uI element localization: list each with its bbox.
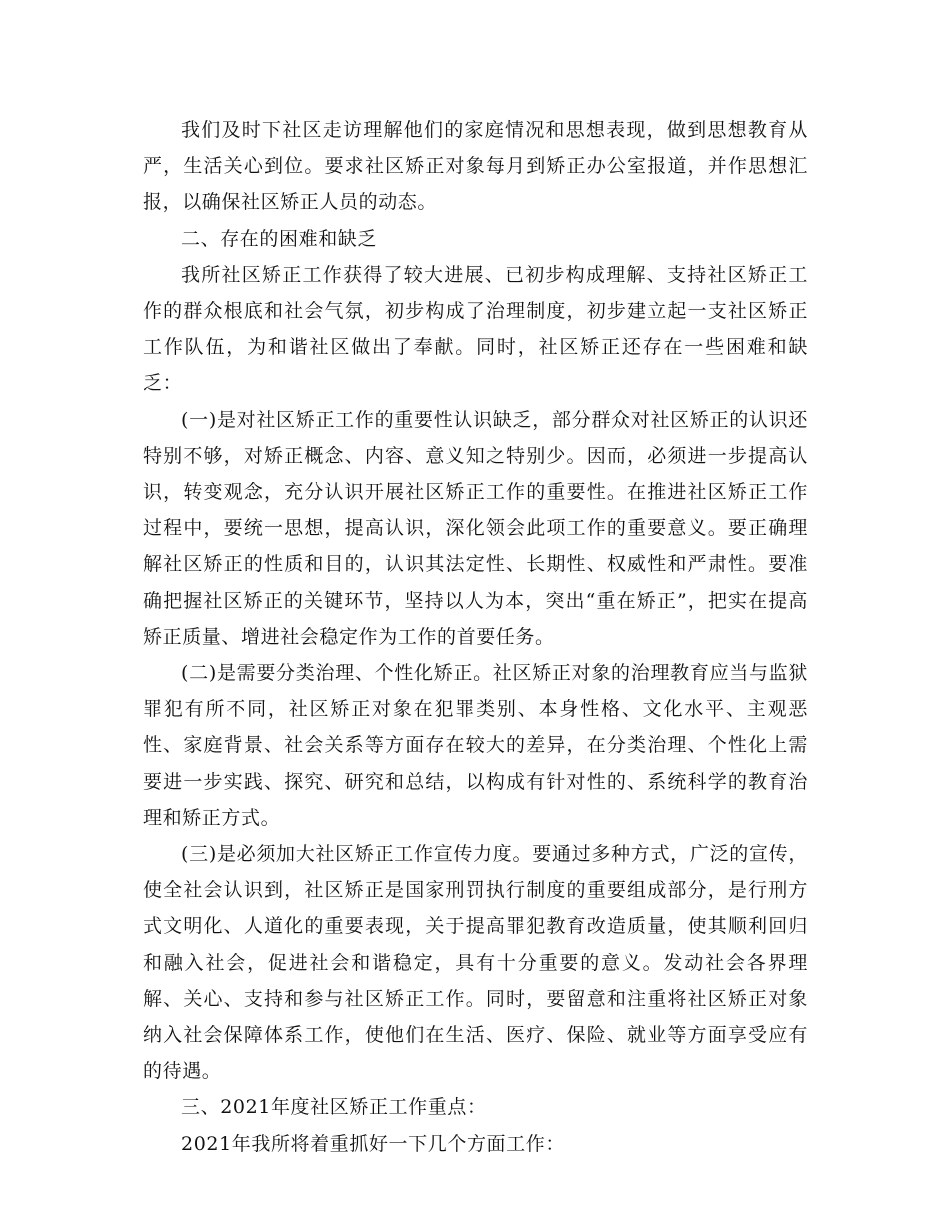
paragraph-point-two: (二)是需要分类治理、个性化矫正。社区矫正对象的治理教育应当与监狱罪犯有所不同，社区矫正对象在犯罪类别、本身性格、文化水平、主观恶性、家庭背景、社会关系等方面存在较大的差异，在分类治理、个性化上需要进一步实践、探究、研究和总结，以构成有针对性的、系统科学的教育治理和矫正方式。 xyxy=(143,662,808,829)
document-body xyxy=(143,112,808,1162)
paragraph-point-one: (一)是对社区矫正工作的重要性认识缺乏，部分群众对社区矫正的认识还特别不够，对矫正概念、内容、意义知之特别少。因而，必须进一步提高认识，转变观念，充分认识开展社区矫正工作的重要性。在推进社区矫正工作过程中，要统一思想，提高认识，深化领会此项工作的重要意义。要正确理解社区矫正的性质和目的，认识其法定性、长期性、权威性和严肃性。要准确把握社区矫正的关键环节，坚持以人为本，突出“重在矫正”，把实在提高矫正质量、增进社会稳定作为工作的首要任务。 xyxy=(143,408,808,648)
section-heading-priorities: 三、2021年度社区矫正工作重点： xyxy=(181,1096,487,1119)
paragraph-priorities-intro: 2021年我所将着重抓好一下几个方面工作： xyxy=(181,1132,565,1155)
paragraph-progress: 我所社区矫正工作获得了较大进展、已初步构成理解、支持社区矫正工作的群众根底和社会气氛，初步构成了治理制度，初步建立起一支社区矫正工作队伍，为和谐社区做出了奉献。同时，社区矫正还存在一些困难和缺乏： xyxy=(143,263,808,395)
paragraph-point-three: (三)是必须加大社区矫正工作宣传力度。要通过多种方式，广泛的宣传，使全社会认识到，社区矫正是国家刑罚执行制度的重要组成部分，是行刑方式文明化、人道化的重要表现，关于提高罪犯教育改造质量，使其顺利回归和融入社会，促进社会和谐稳定，具有十分重要的意义。发动社会各界理解、关心、支持和参与社区矫正工作。同时，要留意和注重将社区矫正对象纳入社会保障体系工作，使他们在生活、医疗、保险、就业等方面享受应有的待遇。 xyxy=(143,843,808,1083)
paragraph-continuation: 我们及时下社区走访理解他们的家庭情况和思想表现，做到思想教育从严，生活关心到位。要求社区矫正对象每月到矫正办公室报道，并作思想汇报，以确保社区矫正人员的动态。 xyxy=(143,119,808,214)
section-heading-difficulties: 二、存在的困难和缺乏 xyxy=(181,227,378,250)
